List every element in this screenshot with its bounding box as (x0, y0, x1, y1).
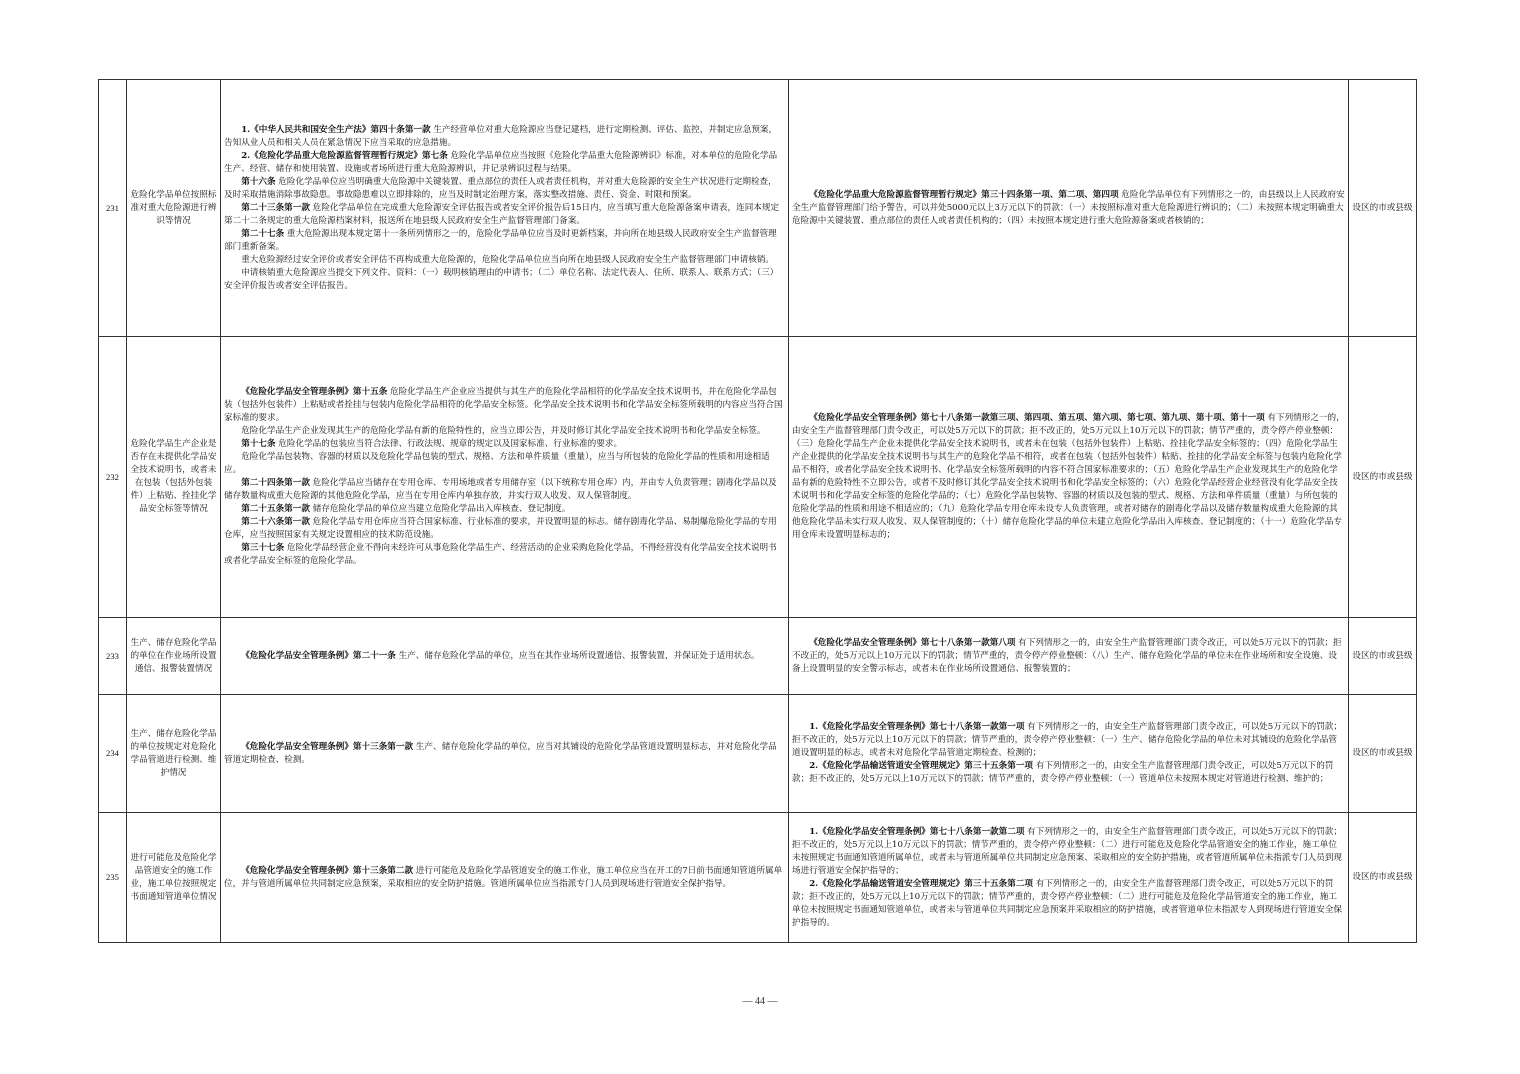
clause-text: 危险化学品生产企业发现其生产的危险化学品有新的危险特性的，应当立即公告，并及时修订其化学品安全技术说明书和化学品安全标签。 (241, 426, 766, 436)
penalty-paragraph (792, 878, 1345, 930)
basis-paragraph (224, 477, 785, 503)
table-row (99, 695, 1417, 813)
clause-ref: 1.《危险化学品安全管理条例》第七十八条第一款第一项 (809, 722, 1025, 732)
clause-text: 危险化学品的包装应当符合法律、行政法规、规章的规定以及国家标准、行业标准的要求。 (275, 439, 623, 449)
clause-ref: 《危险化学品重大危险源监督管理暂行规定》第三十四条第一项、第二项、第四项 (809, 189, 1119, 200)
row-number: 234 (99, 695, 127, 813)
row-number: 232 (99, 337, 127, 618)
basis-paragraph (224, 150, 785, 176)
clause-ref: 《危险化学品安全管理条例》第二十一条 (241, 650, 396, 661)
basis-paragraph (224, 542, 785, 568)
clause-text: 有下列情形之一的，由安全生产监督管理部门责令改正，可以处5万元以下的罚款；拒不改正的，处5万元以上10万元以下的罚款；情节严重的，责令停产停业整顿：（二）进行可能危及危险化学品管道安全的施工作业，施工单位未按照规定书面通知管道单位，或者未与管道单位共同制定应急预案并采取相应的防护措施，或者管道单位未指派专人到现场进行管道安全保护指导的。 (792, 878, 1343, 928)
clause-text: 储存危险化学品的单位应当建立危险化学品出入库核查、登记制度。 (309, 504, 571, 514)
legal-basis (221, 618, 789, 695)
row-number: 235 (99, 813, 127, 943)
clause-ref: 《危险化学品安全管理条例》第十五条 (241, 387, 388, 397)
legal-basis (221, 695, 789, 813)
clause-text: 进行可能危及危险化学品管道安全的施工作业，施工单位应当在开工的7日前书面通知管道所属单位，并与管道所属单位共同制定应急预案，采取相应的安全防护措施。管道所属单位应当指派专门人员到现场进行管道安全保护指导。 (224, 865, 783, 889)
clause-text: 危险化学品经营企业不得向未经许可从事危险化学品生产、经营活动的企业采购危险化学品，不得经营没有化学品安全技术说明书或者化学品安全标签的危险化学品。 (224, 543, 777, 566)
basis-paragraph (224, 503, 785, 516)
clause-ref: 1.《危险化学品安全管理条例》第七十八条第一款第二项 (809, 826, 1025, 837)
clause-text: 危险化学品单位应当按照《危险化学品重大危险源辨识》标准，对本单位的危险化学品生产、经营、储存和使用装置、设施或者场所进行重大危险源辨识，并记录辨识过程与结果。 (224, 150, 778, 174)
clause-text: 有下列情形之一的，由安全生产监督管理部门责令改正，可以处5万元以下的罚款；拒不改正的，处5万元以上10万元以下的罚款；情节严重的，责令停产停业整顿：（二）进行可能危及危险化学品管道安全的施工作业，施工单位未按照规定书面通知管道所属单位，或者未与管道所属单位共同制定应急预案、采取相应的安全防护措施，或者管道所属单位未指派专门人员到现场进行管道安全保护指导的； (792, 826, 1343, 876)
basis-paragraph (224, 650, 785, 663)
clause-ref: 《危险化学品安全管理条例》第十三条第二款 (241, 865, 414, 876)
clause-ref: 《危险化学品安全管理条例》第七十八条第一款第八项 (809, 637, 1016, 648)
basis-paragraph (224, 267, 785, 293)
row-number: 231 (99, 80, 127, 337)
clause-ref: 第二十七条 (241, 228, 285, 239)
basis-paragraph (224, 451, 785, 477)
clause-text: 危险化学品单位有下列情形之一的，由县级以上人民政府安全生产监督管理部门给予警告，可以并处5000元以上3万元以下的罚款：（一）未按照标准对重大危险源进行辨识的；（二）未按照本规定明确重大危险源中关键装置、重点部位的责任人或者责任机构的；（四）未按照本规定进行重大危险源备案或者核销的； (792, 189, 1345, 226)
penalty-paragraph (792, 826, 1345, 878)
regulation-table (98, 79, 1417, 943)
clause-ref: 《危险化学品安全管理条例》第十三条第一款 (241, 741, 414, 752)
clause-text: 生产、储存危险化学品的单位，应当对其铺设的危险化学品管道设置明显标志，并对危险化学品管道定期检查、检测。 (224, 741, 777, 765)
table-row (99, 618, 1417, 695)
clause-ref: 2.《危险化学品输送管道安全管理规定》第三十五条第一项 (809, 761, 1034, 771)
penalty-paragraph (792, 412, 1345, 542)
basis-paragraph (224, 865, 785, 891)
basis-paragraph (224, 202, 785, 228)
clause-text: 有下列情形之一的，由安全生产监督管理部门责令改正，可以处5万元以下的罚款；拒不改正的，处5万元以上10万元以下的罚款；情节严重的，责令停产停业整顿：（一）生产、储存危险化学品的单位未对其铺设的危险化学品管道设置明显的标志，或者未对危险化学品管道定期检查、检测的； (792, 722, 1342, 758)
clause-text: 危险化学品生产企业应当提供与其生产的危险化学品相符的化学品安全技术说明书，并在危险化学品包装（包括外包装件）上粘贴或者拴挂与包装内危险化学品相符的化学品安全标签。化学品安全技术说明书和化学品安全标签所载明的内容应当符合国家标准的要求。 (224, 387, 783, 423)
clause-ref: 第十六条 (241, 176, 276, 187)
inspection-item: 生产、储存危险化学品的单位按规定对危险化学品管道进行检测、维护情况 (127, 695, 221, 813)
penalty-basis (789, 80, 1349, 337)
basis-paragraph (224, 438, 785, 451)
inspection-item: 进行可能危及危险化学品管道安全的施工作业，施工单位按照规定书面通知管道单位情况 (127, 813, 221, 943)
clause-text: 危险化学品专用仓库应当符合国家标准、行业标准的要求，并设置明显的标志。储存剧毒化学品、易制爆危险化学品的专用仓库，应当按照国家有关规定设置相应的技术防范设施。 (224, 517, 777, 540)
basis-paragraph (224, 176, 785, 202)
basis-paragraph (224, 741, 785, 767)
clause-ref: 第二十三条第一款 (241, 202, 310, 213)
basis-paragraph (224, 516, 785, 542)
penalty-basis (789, 813, 1349, 943)
clause-ref: 2.《危险化学品重大危险源监督管理暂行规定》第七条 (241, 150, 448, 161)
clause-ref: 1.《中华人民共和国安全生产法》第四十条第一款 (241, 124, 431, 135)
table-row (99, 80, 1417, 337)
inspection-item: 危险化学品生产企业是否存在未提供化学品安全技术说明书，或者未在包装（包括外包装件）上粘贴、拴挂化学品安全标签等情况 (127, 337, 221, 618)
clause-text: 有下列情形之一的，由安全生产监督管理部门责令改正，可以处5万元以下的罚款；拒不改正的，处5万元以上10万元以下的罚款；情节严重的，责令停产停业整顿：（一）管道单位未按照本规定对管道进行检测、维护的； (792, 761, 1334, 784)
clause-ref: 第二十五条第一款 (241, 504, 310, 514)
row-number: 233 (99, 618, 127, 695)
enforcement-level: 设区的市或县级 (1349, 695, 1417, 813)
penalty-basis (789, 337, 1349, 618)
clause-ref: 第十七条 (241, 439, 276, 449)
clause-text: 重大危险源经过安全评价或者安全评估不再构成重大危险源的，危险化学品单位应当向所在地县级人民政府安全生产监督管理部门申请核销。 (241, 254, 775, 265)
clause-text: 危险化学品单位在完成重大危险源安全评估报告或者安全评价报告后15日内，应当填写重大危险源备案申请表，连同本规定第二十二条规定的重大危险源档案材料，报送所在地县级人民政府安全生产监督管理部门备案。 (224, 202, 780, 226)
clause-text: 危险化学品单位应当明确重大危险源中关键装置、重点部位的责任人或者责任机构，并对重大危险源的安全生产状况进行定期检查，及时采取措施消除事故隐患。事故隐患难以立即排除的，应当及时制定治理方案，落实整改措施、责任、资金、时限和预案。 (224, 176, 777, 200)
penalty-basis (789, 618, 1349, 695)
legal-basis (221, 80, 789, 337)
regulation-table-body (99, 80, 1417, 943)
table-row (99, 337, 1417, 618)
clause-text: 危险化学品应当储存在专用仓库、专用场地或者专用储存室（以下统称专用仓库）内，并由专人负责管理；剧毒化学品以及储存数量构成重大危险源的其他危险化学品，应当在专用仓库内单独存放，并实行双人收发、双人保管制度。 (224, 478, 777, 501)
penalty-basis (789, 695, 1349, 813)
clause-ref: 第三十七条 (241, 543, 285, 553)
penalty-paragraph (792, 721, 1345, 760)
clause-ref: 《危险化学品安全管理条例》第七十八条第一款第三项、第四项、第五项、第六项、第七项、第九项、第十项、第十一项 (809, 413, 1265, 423)
basis-paragraph (224, 124, 785, 150)
legal-basis (221, 337, 789, 618)
penalty-paragraph (792, 760, 1345, 786)
table-row (99, 813, 1417, 943)
penalty-paragraph (792, 189, 1345, 228)
clause-text: 生产经营单位对重大危险源应当登记建档，进行定期检测、评估、监控，并制定应急预案，告知从业人员和相关人员在紧急情况下应当采取的应急措施。 (224, 124, 778, 148)
clause-text: 危险化学品包装物、容器的材质以及危险化学品包装的型式、规格、方法和单件质量（重量），应当与所包装的危险化学品的性质和用途相适应。 (224, 452, 770, 475)
basis-paragraph (224, 425, 785, 438)
clause-ref: 第二十六条第一款 (241, 517, 310, 527)
clause-text: 有下列情形之一的，由安全生产监督管理部门责令改正，可以处5万元以下的罚款；拒不改正的，处5万元以上10万元以下的罚款；情节严重的，责令停产停业整顿：（八）生产、储存危险化学品的单位未在作业场所和安全设施、设备上设置明显的安全警示标志，或者未在作业场所设置通信、报警装置的； (792, 637, 1342, 674)
clause-ref: 2.《危险化学品输送管道安全管理规定》第三十五条第二项 (809, 878, 1034, 889)
penalty-paragraph (792, 637, 1345, 676)
basis-paragraph (224, 228, 785, 254)
enforcement-level: 设区的市或县级 (1349, 813, 1417, 943)
clause-text: 有下列情形之一的，由安全生产监督管理部门责令改正，可以处5万元以下的罚款；拒不改正的，处5万元以上10万元以下的罚款；情节严重的，责令停产停业整顿：（三）危险化学品生产企业未提供化学品安全技术说明书，或者未在包装（包括外包装件）上粘贴、拴挂化学品安全标签的；（四）危险化学品生产企业提供的化学品安全技术说明书与其生产的危险化学品不相符，或者在包装（包括外包装件）粘贴、拴挂的化学品安全标签与包装内危险化学品不相符，或者化学品安全技术说明书、化学品安全标签所载明的内容不符合国家标准要求的；（五）危险化学品生产企业发现其生产的危险化学品有新的危险特性不立即公告，或者不及时修订其化学品安全技术说明书和化学品安全标签的；（六）危险化学品经营企业经营没有化学品安全技术说明书和化学品安全标签的危险化学品的；（七）危险化学品包装物、容器的材质以及包装的型式、规格、方法和单件质量（重量）与所包装的危险化学品的性质和用途不相适应的；（九）危险化学品专用仓库未设专人负责管理，或者对储存的剧毒化学品以及储存数量构成重大危险源的其他危险化学品未实行双人收发、双人保管制度的；（十）储存危险化学品的单位未建立危险化学品出入库核查、登记制度的；（十一）危险化学品专用仓库未设置明显标志的； (792, 413, 1345, 540)
legal-basis (221, 813, 789, 943)
enforcement-level: 设区的市或县级 (1349, 80, 1417, 337)
enforcement-level: 设区的市或县级 (1349, 618, 1417, 695)
inspection-item: 危险化学品单位按照标准对重大危险源进行辨识等情况 (127, 80, 221, 337)
enforcement-level: 设区的市或县级 (1349, 337, 1417, 618)
page-number: — 44 — (742, 996, 778, 1007)
clause-ref: 第二十四条第一款 (241, 478, 310, 488)
basis-paragraph (224, 254, 785, 267)
inspection-item: 生产、储存危险化学品的单位在作业场所设置通信、报警装置情况 (127, 618, 221, 695)
clause-text: 重大危险源出现本规定第十一条所列情形之一的，危险化学品单位应当及时更新档案，并向所在地县级人民政府安全生产监督管理部门重新备案。 (224, 228, 777, 252)
basis-paragraph (224, 386, 785, 425)
clause-text: 生产、储存危险化学品的单位，应当在其作业场所设置通信、报警装置，并保证处于适用状态。 (395, 650, 760, 661)
clause-text: 申请核销重大危险源应当提交下列文件、资料：（一）载明核销理由的申请书；（二）单位名称、法定代表人、住所、联系人、联系方式；（三）安全评价报告或者安全评估报告。 (224, 267, 779, 291)
